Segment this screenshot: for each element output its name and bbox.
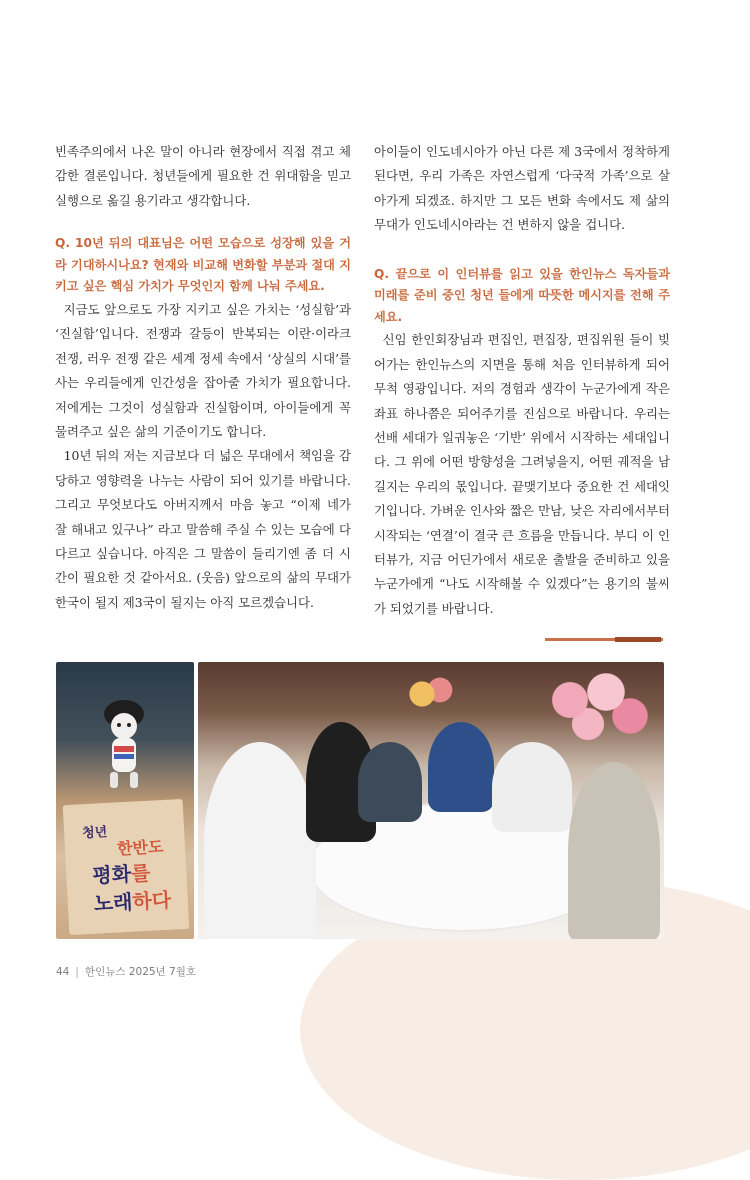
booklet-title-line: 노래하다 bbox=[93, 887, 172, 916]
booklet-title-line: 한반도 bbox=[116, 837, 164, 859]
booklet-title-line: 평화를 bbox=[91, 860, 151, 888]
booklet-cover bbox=[63, 799, 190, 935]
body-paragraph: 빈족주의에서 나온 말이 아니라 현장에서 직접 겪고 체감한 결론입니다. 청년들에게 필요한 건 위대함을 믿고 실행으로 옮길 용기라고 생각합니다. bbox=[55, 144, 351, 208]
right-column bbox=[374, 140, 670, 621]
photo-group-dinner bbox=[198, 662, 664, 939]
flower-arrangement bbox=[534, 668, 654, 748]
footer-separator: | bbox=[75, 966, 79, 978]
photo-booklet-doll bbox=[56, 662, 194, 939]
person bbox=[492, 742, 572, 832]
body-paragraph: 10년 뒤의 저는 지금보다 더 넓은 무대에서 책임을 감당하고 영향력을 나누는 사람이 되어 있기를 바랍니다. 그리고 무엇보다도 아버지께서 마음 놓고 “이제 네가 잘 해내고 있구나” 라고 말씀해 주실 수 있는 모습에 다다르고 싶습니다. 아직은 그 말씀이 들리기엔 좀 더 시간이 필요한 것 같아서요. (웃음) 앞으로의 삶의 무대가 한국이 될지 제3국이 될지는 아직 모르겠습니다. bbox=[55, 448, 351, 610]
page-footer bbox=[56, 964, 196, 979]
body-paragraph: 지금도 앞으로도 가장 지키고 싶은 가치는 ‘성실함’과 ‘진실함’입니다. 전쟁과 갈등이 반복되는 이란·이라크 전쟁, 러우 전쟁 같은 세계 정세 속에서 ‘상실의 시대’를 사는 우리들에게 인간성을 잡아줄 가치가 필요합니다. 저에게는 그것이 성실함과 진실함이며, 아이들에게 꼭 물려주고 싶은 삶의 기준이기도 합니다. bbox=[55, 302, 351, 440]
person bbox=[204, 742, 316, 939]
left-column bbox=[55, 140, 351, 615]
body-paragraph: 신임 한인회장님과 편집인, 편집장, 편집위원 들이 빚어가는 한인뉴스의 지면을 통해 처음 인터뷰하게 되어 무척 영광입니다. 저의 경험과 생각이 누군가에게 작은 좌표 하나쯤은 되어주기를 진심으로 바랍니다. 우리는 선배 세대가 일궈놓은 ‘기반’ 위에서 시작하는 세대입니다. 그 위에 어떤 방향성을 그려넣을지, 어떤 궤적을 남길지는 우리의 몫입니다. 끝맺기보다 중요한 건 세대잇기입니다. 가벼운 인사와 짧은 만남, 낮은 자리에서부터 시작되는 ‘연결’이 결국 큰 흐름을 만듭니다. 부디 이 인터뷰가, 지금 어딘가에서 새로운 출발을 준비하고 있을 누군가에게 “나도 시작해볼 수 있겠다”는 용기의 불씨가 되었기를 바랍니다. bbox=[374, 332, 670, 616]
person bbox=[568, 762, 660, 939]
doll-figure bbox=[96, 692, 152, 792]
interview-question: Q. 10년 뒤의 대표님은 어떤 모습으로 성장해 있을 거라 기대하시나요? 현재와 비교해 변화할 부분과 절대 지키고 싶은 핵심 가치가 무엇인지 함께 나눠 주세요. bbox=[55, 236, 351, 294]
booklet-title-line: 청년 bbox=[81, 824, 108, 842]
person bbox=[428, 722, 494, 812]
flower-arrangement bbox=[398, 674, 458, 714]
accent-divider bbox=[545, 638, 663, 641]
page-number: 44 bbox=[56, 966, 70, 978]
person bbox=[358, 742, 422, 822]
magazine-issue: 한인뉴스 2025년 7월호 bbox=[84, 966, 196, 978]
interview-question: Q. 끝으로 이 인터뷰를 읽고 있을 한인뉴스 독자들과 미래를 준비 중인 청년 들에게 따뜻한 메시지를 전해 주세요. bbox=[374, 266, 670, 324]
body-paragraph: 아이들이 인도네시아가 아닌 다른 제 3국에서 정착하게 된다면, 우리 가족은 자연스럽게 ‘다국적 가족’으로 살아가게 되겠죠. 하지만 그 모든 변화 속에서도 제 삶의 무대가 인도네시아라는 건 변하지 않을 겁니다. bbox=[374, 144, 670, 233]
